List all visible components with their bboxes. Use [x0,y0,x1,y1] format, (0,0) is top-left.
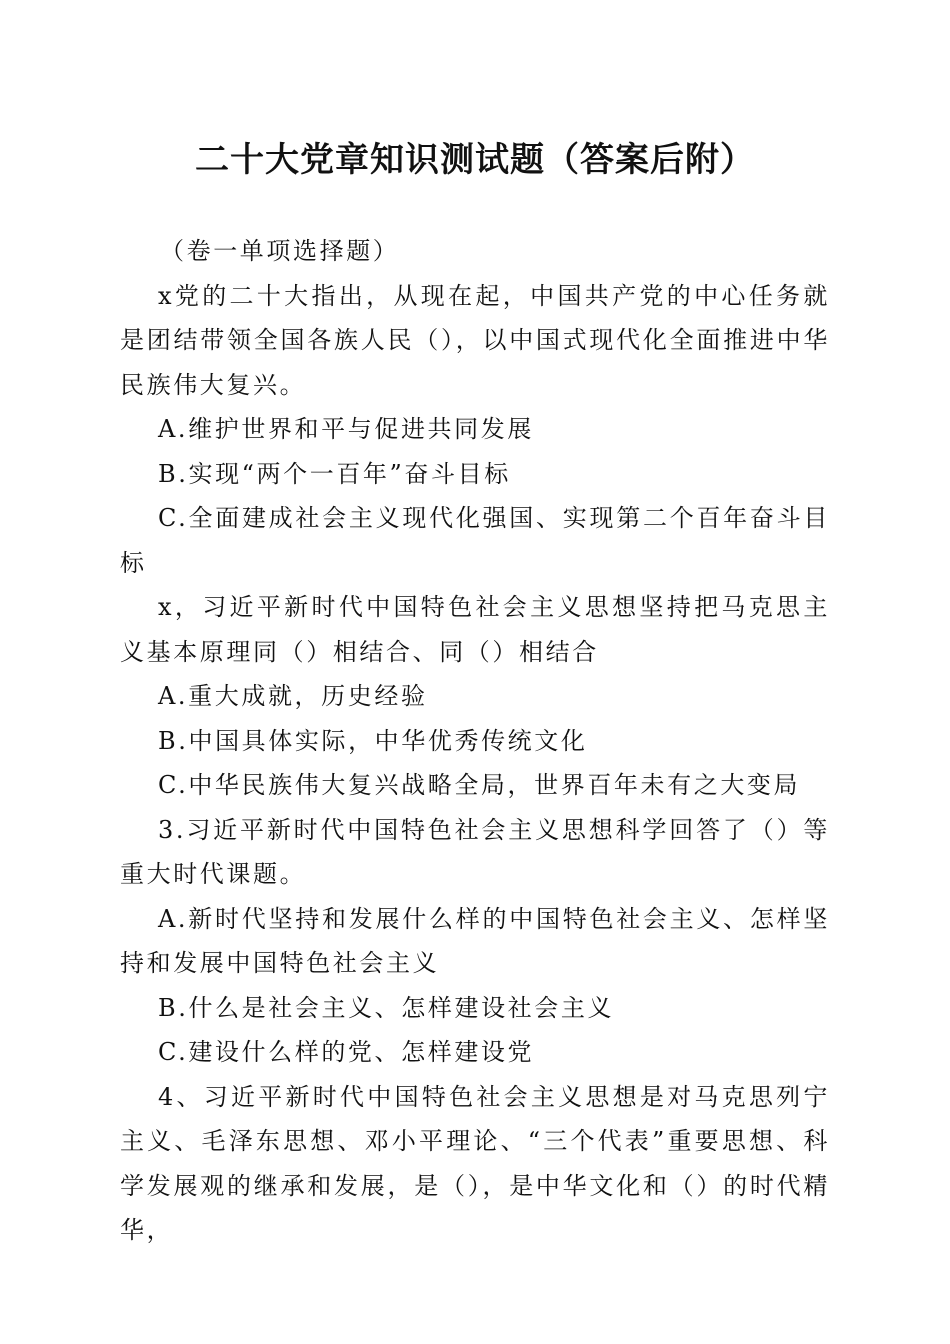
section-heading: （卷一单项选择题） [160,237,400,265]
question-2-option-b: B.中国具体实际，中华优秀传统文化 [158,726,588,755]
page-title: 二十大党章知识测试题（答案后附） [195,140,755,180]
question-1-option-a: A.维护世界和平与促进共同发展 [158,415,534,443]
question-1: x党的二十大指出，从现在起，中国共产党的中心任务就是团结带领全国各族人民（），以中国式现代化全面推进中华民族伟大复兴。 [120,281,830,399]
question-3-option-b: B.什么是社会主义、怎样建设社会主义 [158,993,615,1022]
question-1-option-b: B.实现“两个一百年”奋斗目标 [158,459,511,488]
question-2: x，习近平新时代中国特色社会主义思想坚持把马克思主义基本原理同（）相结合、同（）相结合 [120,593,830,666]
question-3: 3.习近平新时代中国特色社会主义思想科学回答了（）等重大时代课题。 [120,815,830,888]
question-1-option-c: C.全面建成社会主义现代化强国、实现第二个百年奋斗目标 [120,504,830,577]
question-2-option-c: C.中华民族伟大复兴战略全局，世界百年未有之大变局 [158,771,801,799]
question-3-option-a: A.新时代坚持和发展什么样的中国特色社会主义、怎样坚持和发展中国特色社会主义 [120,904,830,977]
question-2-option-a: A.重大成就，历史经验 [158,682,428,710]
question-4: 4、习近平新时代中国特色社会主义思想是对马克思列宁主义、毛泽东思想、邓小平理论、“三个代表”重要思想、科学发展观的继承和发展，是（），是中华文化和（）的时代精华， [120,1082,830,1244]
question-3-option-c: C.建设什么样的党、怎样建设党 [158,1038,535,1066]
document-body [120,229,830,1253]
